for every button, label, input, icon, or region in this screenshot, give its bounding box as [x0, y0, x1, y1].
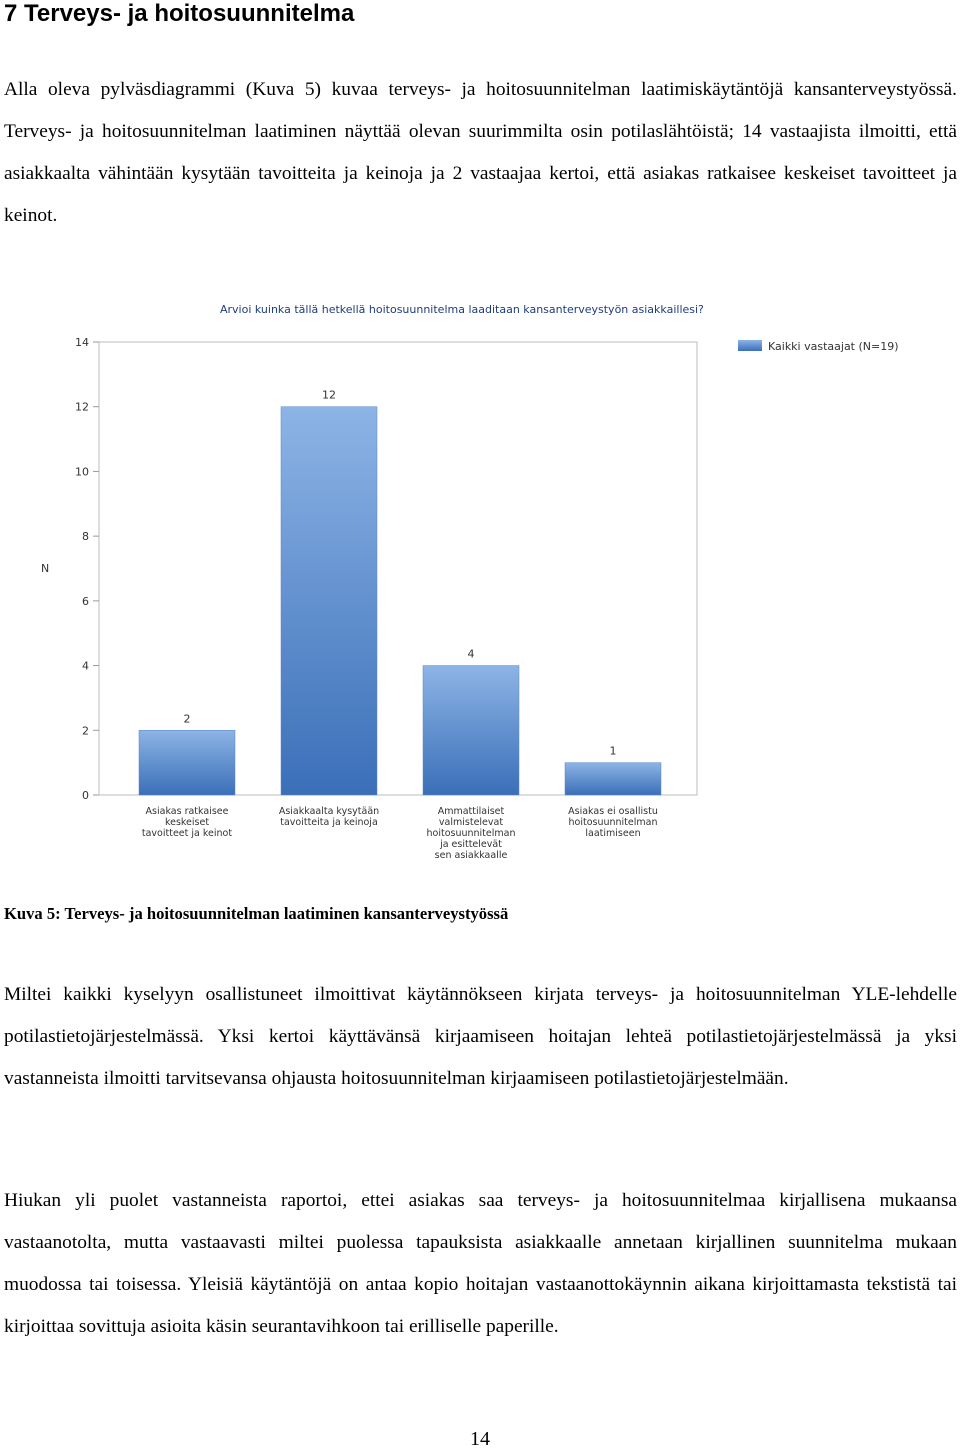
legend-label: Kaikki vastaajat (N=19)	[768, 340, 899, 353]
bar-data-label: 1	[609, 744, 617, 758]
bar	[139, 730, 235, 795]
intro-paragraph: Alla oleva pylväsdiagrammi (Kuva 5) kuvaa terveys- ja hoitosuunnitelman laatimiskäytäntöjä kansanterveystyössä. Terveys- ja hoitosuunnitelman laatiminen näyttää olevan suurimmilta osin potilaslähtöistä; 14 vastaajista ilmoitti, että asiakkaalta vähintään kysytään tavoitteita ja keinoja ja 2 vastaajaa kertoi, että asiakas ratkaisee keskeiset tavoitteet ja keinot.	[4, 79, 957, 226]
page-number: 14	[470, 1428, 490, 1450]
legend-swatch	[738, 340, 762, 351]
category-label: laatimiseen	[585, 828, 641, 839]
category-label: Asiakkaalta kysytään	[278, 806, 380, 817]
bar	[281, 407, 377, 795]
y-axis-label: N	[41, 562, 50, 575]
category-label: ja esittelevät	[440, 839, 502, 850]
category-label: sen asiakkaalle	[434, 850, 508, 861]
category-label: keskeiset	[164, 817, 210, 828]
figure-caption: Kuva 5: Terveys- ja hoitosuunnitelman laatiminen kansanterveystyössä	[4, 904, 509, 923]
category-label: hoitosuunnitelman	[568, 817, 658, 828]
plot-frame	[99, 342, 697, 795]
category-label: tavoitteet ja keinot	[141, 828, 233, 839]
y-tick-label: 2	[82, 724, 89, 738]
bar-data-label: 2	[183, 712, 191, 726]
category-label: Asiakas ei osallistu	[568, 806, 658, 817]
bar-chart	[0, 290, 960, 880]
y-tick-label: 14	[75, 336, 89, 349]
body-paragraph-3: Hiukan yli puolet vastanneista raportoi, ettei asiakas saa terveys- ja hoitosuunnitelmaa kirjallisena mukaansa vastaanotolta, mutta vastaavasti miltei puolessa tapauksista asiakkaalle annetaan kirjallinen suunnitelma mukaan muodossa tai toisessa. Yleisiä käytäntöjä on antaa kopio hoitajan vastaanottokäynnin aikana kirjoittamasta tekstistä tai kirjoittaa sovittuja asioita käsin seurantavihkoon tai erilliselle paperille.	[4, 1190, 957, 1337]
category-label: hoitosuunnitelman	[426, 828, 516, 839]
bar-data-label: 4	[467, 647, 475, 661]
chart-legend	[738, 340, 899, 353]
body-paragraph-2: Miltei kaikki kyselyyn osallistuneet ilmoittivat käytännökseen kirjata terveys- ja hoitosuunnitelman YLE-lehdelle potilastietojärjestelmässä. Yksi kertoi käyttävänsä kirjaamiseen hoitajan lehteä potilastietojärjestelmässä ja yksi vastanneista ilmoitti tarvitsevansa ohjausta hoitosuunnitelman kirjaamiseen potilastietojärjestelmään.	[4, 984, 957, 1089]
category-label: valmistelevat	[438, 817, 504, 828]
y-tick-label: 4	[82, 659, 89, 673]
y-tick-label: 0	[82, 789, 89, 802]
y-tick-label: 12	[75, 400, 89, 414]
section-heading: 7 Terveys- ja hoitosuunnitelma	[4, 0, 355, 27]
category-label: tavoitteita ja keinoja	[280, 817, 378, 828]
bar	[565, 763, 661, 795]
chart-title: Arvioi kuinka tällä hetkellä hoitosuunnitelma laaditaan kansanterveystyön asiakkaillesi?	[220, 303, 704, 316]
y-tick-label: 6	[82, 594, 89, 608]
bar	[423, 666, 519, 795]
bar-data-label: 12	[322, 388, 336, 402]
y-tick-label: 8	[82, 530, 89, 544]
category-label: Ammattilaiset	[437, 806, 505, 817]
y-tick-label: 10	[75, 465, 89, 479]
category-label: Asiakas ratkaisee	[145, 806, 229, 817]
